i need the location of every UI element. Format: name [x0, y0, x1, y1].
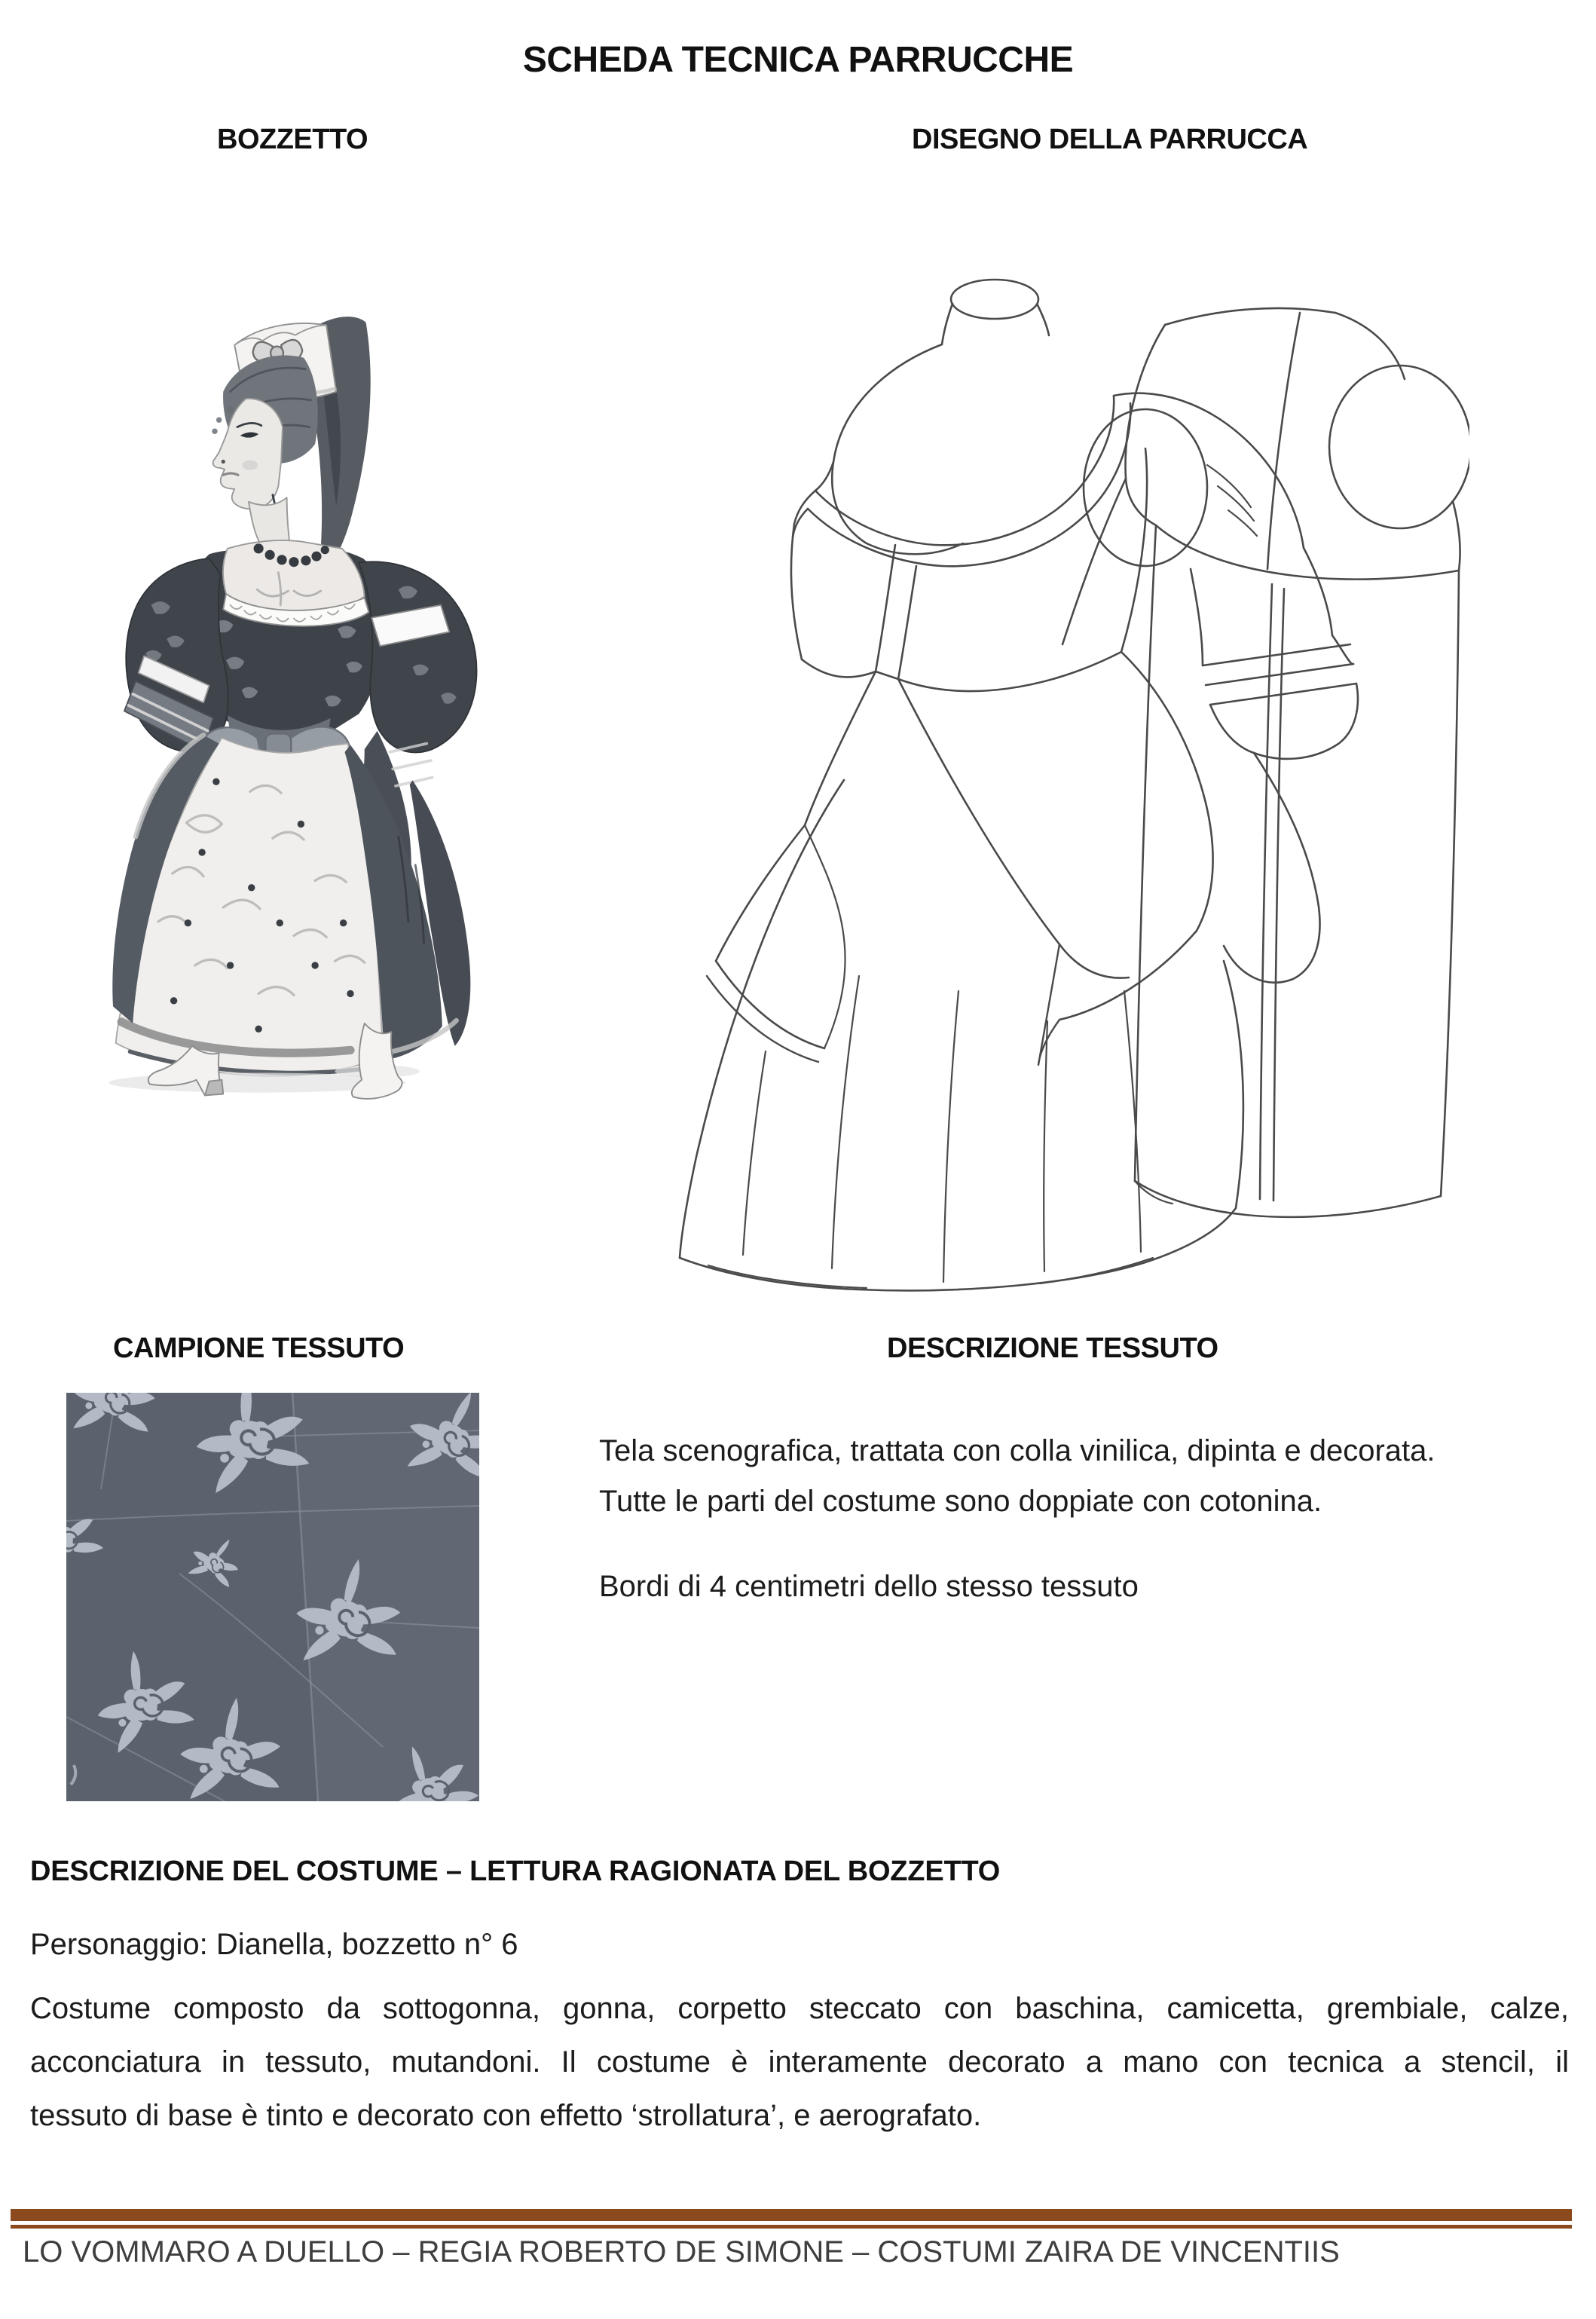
dress-line-drawing-svg [618, 252, 1469, 1293]
personaggio-line: Personaggio: Dianella, bozzetto n° 6 [30, 1928, 518, 1961]
descrizione-costume-header: DESCRIZIONE DEL COSTUME – LETTURA RAGIONATA DEL BOZZETTO [30, 1856, 1001, 1887]
footer-rule-thin [11, 2225, 1572, 2229]
costume-paragraph [30, 1982, 1569, 2143]
costume-paragraph-line: tessuto di base è tinto e decorato con effetto ‘strollatura’, e aerografato. [30, 2099, 982, 2132]
descrizione-tessuto-header: DESCRIZIONE TESSUTO [887, 1332, 1218, 1364]
tessuto-line-1: Tela scenografica, trattata con colla vinilica, dipinta e decorata. [599, 1434, 1435, 1467]
footer-rule-thick [11, 2209, 1572, 2221]
bozzetto-header: BOZZETTO [217, 124, 368, 155]
costume-paragraph-line: acconciatura in tessuto, mutandoni. Il costume è interamente decorato a mano con tecnica a stencil, il [30, 2045, 1569, 2079]
costume-paragraph-line: Costume composto da sottogonna, gonna, corpetto steccato con baschina, camicetta, grembiale, calze, [30, 1992, 1569, 2025]
footer-credits: LO VOMMARO A DUELLO – REGIA ROBERTO DE SIMONE – COSTUMI ZAIRA DE VINCENTIIS [23, 2235, 1340, 2269]
tessuto-line-2: Tutte le parti del costume sono doppiate con cotonina. [599, 1485, 1322, 1518]
costume-figure-sketch-svg [45, 260, 497, 1138]
tessuto-description [599, 1426, 1579, 1612]
bozzetto-image [45, 260, 497, 1138]
tessuto-line-3: Bordi di 4 centimetri dello stesso tessuto [599, 1570, 1139, 1603]
page-title: SCHEDA TECNICA PARRUCCHE [522, 40, 1074, 80]
tessuto-gap [599, 1527, 1579, 1562]
disegno-parrucca-header: DISEGNO DELLA PARRUCCA [912, 124, 1308, 155]
campione-tessuto-header: CAMPIONE TESSUTO [113, 1332, 405, 1364]
parrucca-image [618, 252, 1469, 1293]
fabric-swatch-svg [66, 1393, 479, 1801]
fabric-sample-image [66, 1393, 479, 1801]
